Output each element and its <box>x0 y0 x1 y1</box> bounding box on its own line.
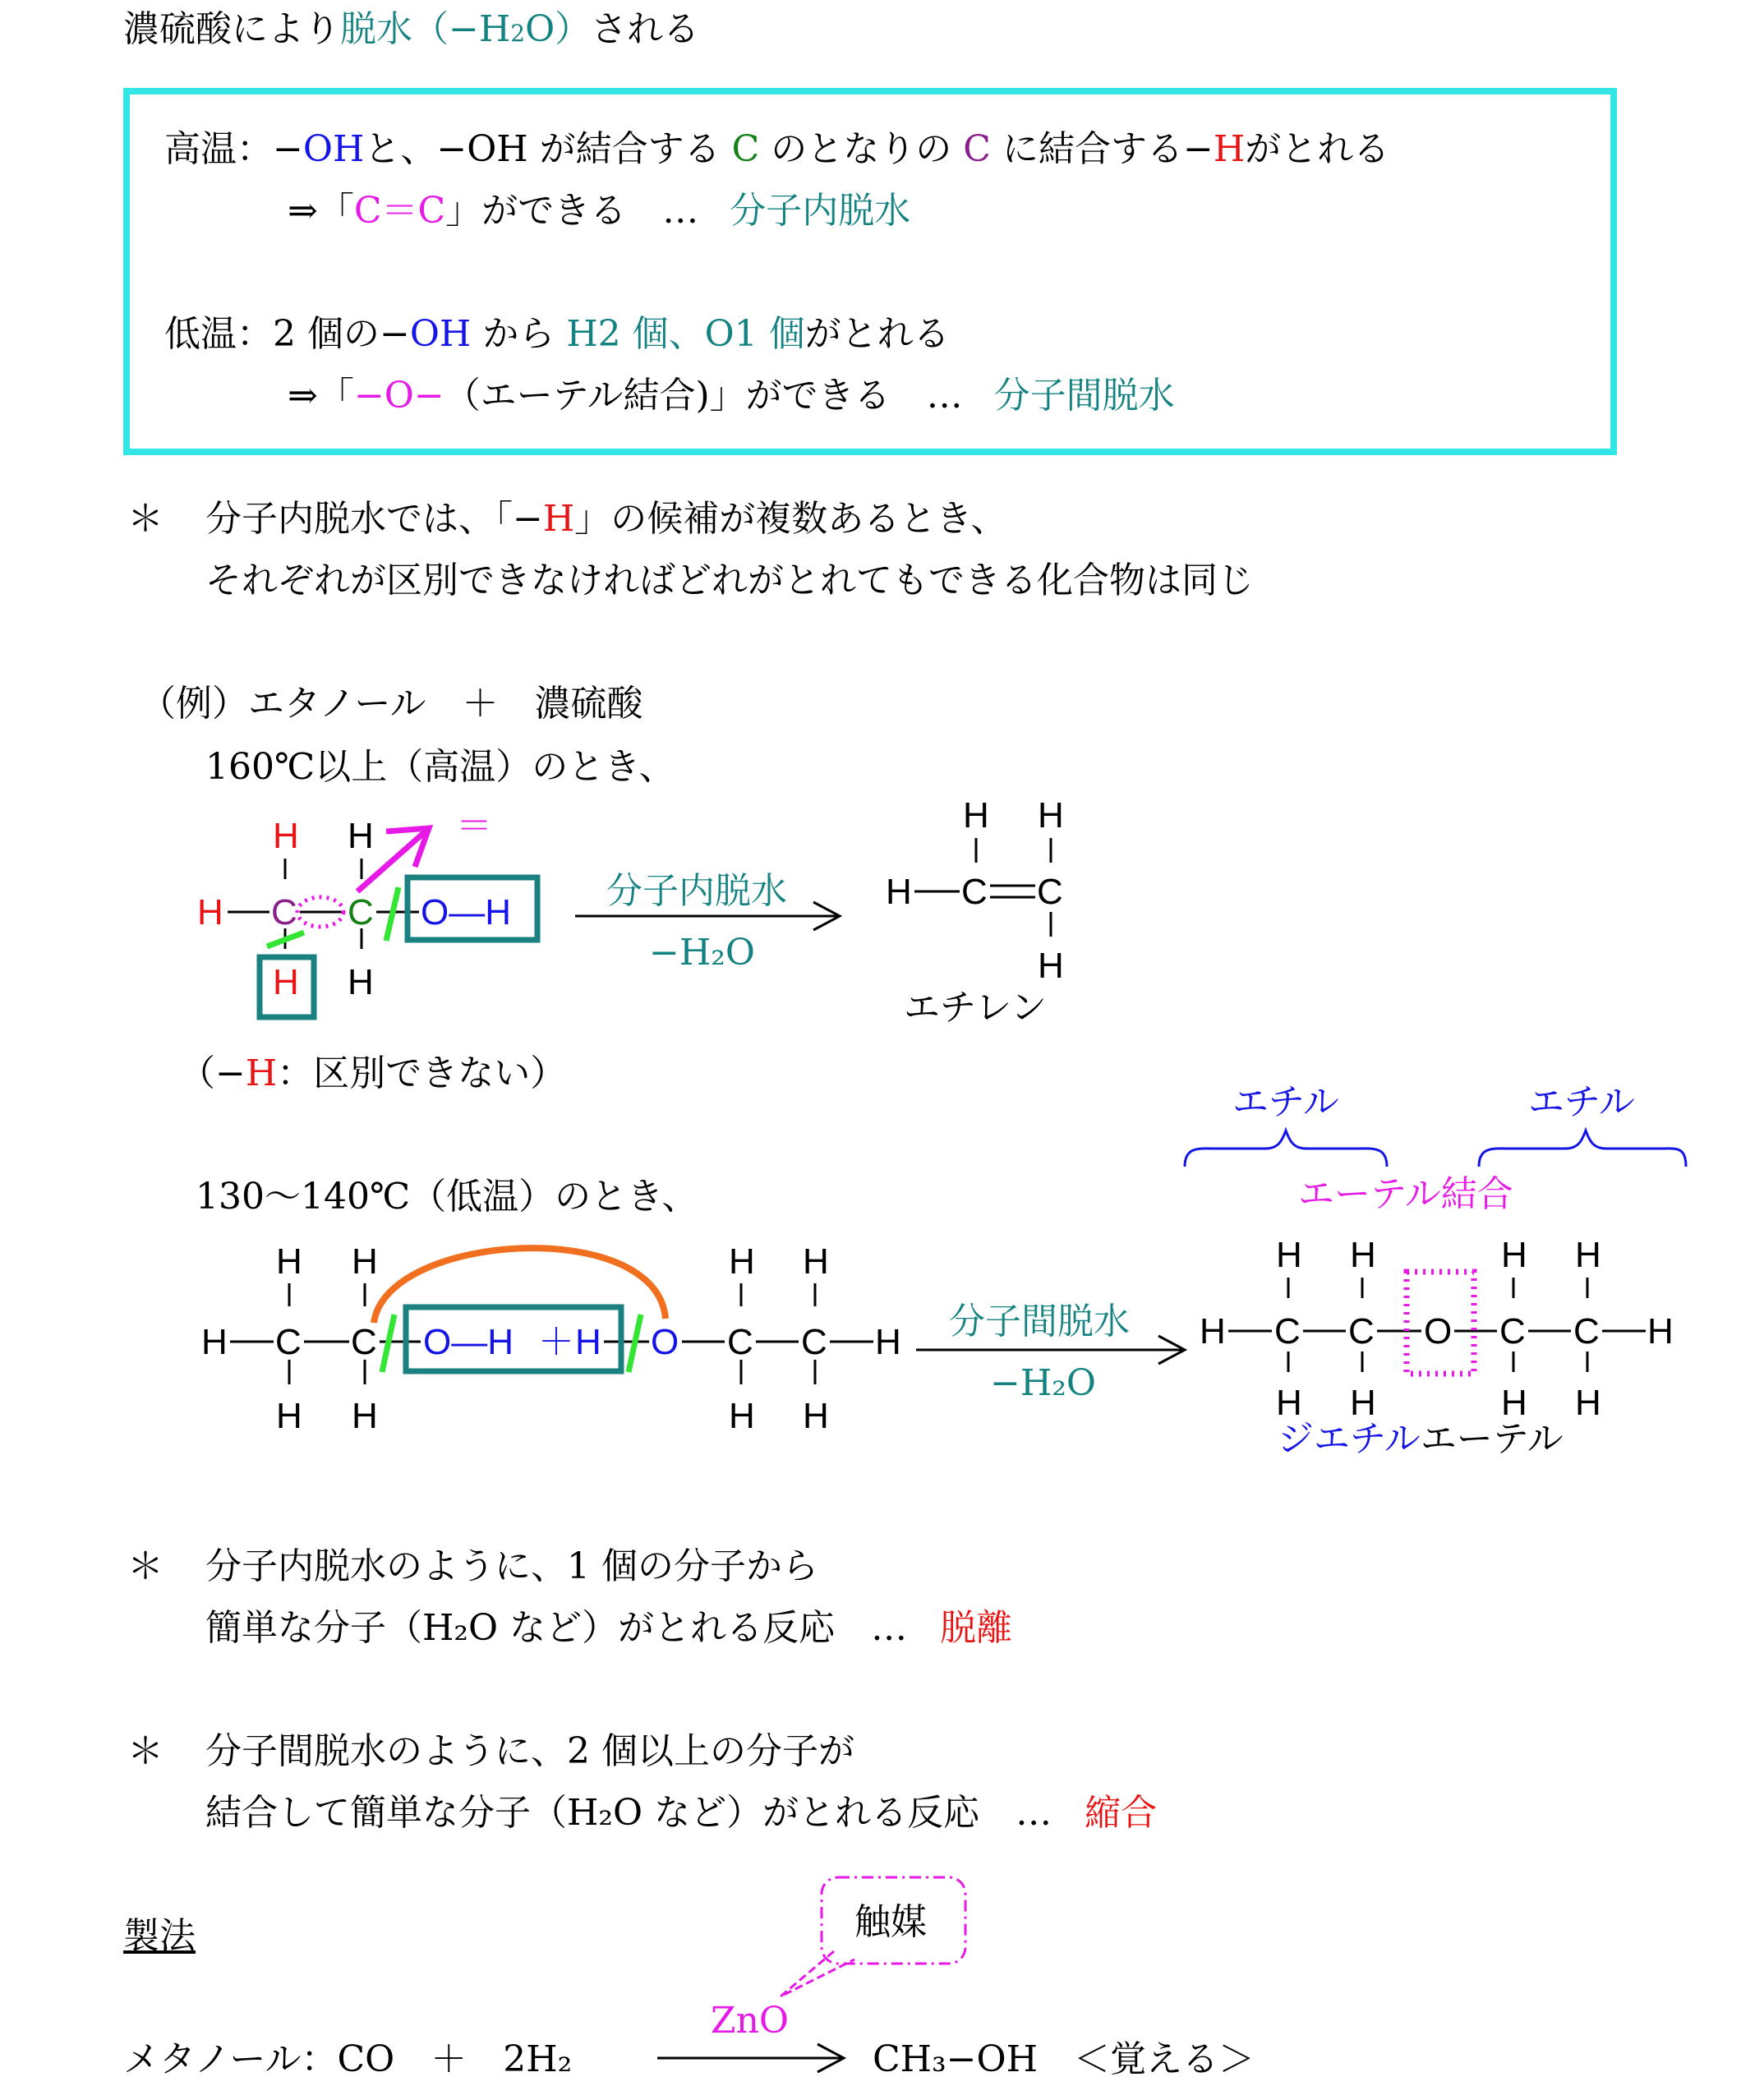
r2-atom: C <box>275 1322 302 1362</box>
note1-line2: それぞれが区別できなければどれがとれてもできる化合物は同じ <box>205 559 1254 601</box>
arrow2-label-bottom: −H₂O <box>990 1362 1096 1404</box>
r2-atom: H <box>729 1241 755 1282</box>
eth-h2: H <box>1038 795 1064 836</box>
intro-prefix: 濃硫酸により <box>123 8 340 50</box>
diethyl-part: ジエチル <box>1278 1418 1421 1460</box>
high-h: H <box>1213 128 1246 170</box>
r2-o: O <box>651 1322 679 1362</box>
note2-line2 <box>205 1607 1013 1649</box>
arrow1-label-top: 分子内脱水 <box>606 870 787 912</box>
note1-b: 」の候補が複数あるとき、 <box>574 498 1007 540</box>
p-atom: H <box>1350 1235 1376 1275</box>
note1-a: 分子内脱水では、「− <box>205 498 543 540</box>
r2-atom: C <box>727 1322 753 1362</box>
intro-sub: 2 <box>510 20 526 47</box>
ether-part: エーテル <box>1420 1418 1564 1460</box>
note3-line1: 分子間脱水のように、2 個以上の分子が <box>205 1730 854 1772</box>
low-result-arrow: ⇒「 <box>288 375 354 417</box>
low-m2: がとれる <box>804 313 950 355</box>
r1-cut-mark <box>386 887 398 941</box>
p-atom: O <box>1424 1311 1453 1352</box>
p-atom: H <box>1350 1383 1376 1423</box>
high-label: 高温： <box>164 128 273 170</box>
r2-plus: ＋ <box>538 1321 574 1363</box>
high-c1: C <box>731 128 760 170</box>
note-paren: （− <box>179 1052 246 1094</box>
r1-h-top-right: H <box>348 816 374 856</box>
r1-c2: C <box>348 892 374 932</box>
r1-h-bottom-left: H <box>273 962 299 1002</box>
r2-cut-mark <box>382 1315 394 1372</box>
p-atom: H <box>1647 1311 1674 1352</box>
note1-star: ＊ <box>127 498 164 540</box>
high-result-arrow: ⇒「 <box>288 190 354 232</box>
p-atom: H <box>1501 1383 1527 1423</box>
note-h: H <box>245 1052 278 1094</box>
p-atom: H <box>1200 1311 1226 1352</box>
diethyl-ether-label <box>1278 1418 1564 1460</box>
r2-atom: H <box>803 1396 829 1436</box>
r2-cut-mark <box>629 1315 641 1372</box>
example-title: （例）エタノール ＋ 濃硫酸 <box>140 683 643 725</box>
note2-star: ＊ <box>127 1545 164 1587</box>
r2-atom: H <box>276 1241 302 1282</box>
r2-oh: O—H <box>423 1322 514 1362</box>
note3-line2 <box>205 1792 1158 1834</box>
r1-c1: C <box>271 892 297 932</box>
high-result-close: 」ができる … <box>445 190 699 232</box>
low-label: 低温：2 個の− <box>164 313 410 355</box>
note3-star: ＊ <box>127 1730 164 1772</box>
r1-oh: O—H <box>421 892 511 932</box>
r2-atom: H <box>276 1396 302 1436</box>
low-oh: OH <box>409 313 472 355</box>
r2-atom: C <box>351 1322 377 1362</box>
r1-h-left: H <box>197 892 223 932</box>
r2-atom: H <box>201 1322 228 1362</box>
low-h2: H2 個、O1 個 <box>566 313 805 355</box>
low-result-name: 分子間脱水 <box>993 375 1175 417</box>
high-m5: がとれる <box>1245 128 1390 170</box>
p-atom: H <box>1276 1383 1302 1423</box>
p-atom: H <box>1575 1235 1601 1275</box>
p-atom: H <box>1276 1235 1302 1275</box>
ethyl-label-right: エチル <box>1528 1081 1635 1123</box>
intro-suffix: される <box>591 8 700 50</box>
arrow2-label-top: 分子間脱水 <box>949 1301 1130 1342</box>
r2-atom: H <box>875 1322 901 1362</box>
cond-high: 160℃以上（高温）のとき、 <box>205 746 675 788</box>
high-oh: OH <box>302 128 365 170</box>
intro-dehydration: 脱水（−H <box>340 8 511 50</box>
high-c2: C <box>963 128 991 170</box>
r2-atom: C <box>801 1322 827 1362</box>
high-m4: に結合する− <box>1002 128 1214 170</box>
ethyl-brace-right <box>1479 1130 1686 1167</box>
low-result-close: （エーテル結合)」ができる … <box>444 375 963 417</box>
indistinguishable-note <box>179 1052 567 1094</box>
note3-term: 縮合 <box>1085 1792 1158 1834</box>
p-atom: C <box>1573 1311 1600 1352</box>
high-result-name: 分子内脱水 <box>730 190 911 232</box>
p-atom: C <box>1499 1311 1526 1352</box>
note-rest: ：区別できない） <box>277 1052 567 1094</box>
eth-h1: H <box>963 795 989 836</box>
high-m3: のとなりの <box>771 128 952 170</box>
r1-h-top-left: H <box>273 816 299 856</box>
p-atom: C <box>1348 1311 1375 1352</box>
eth-h-left: H <box>886 872 912 912</box>
zno-label: ZnO <box>711 2000 789 2042</box>
r2-atom: H <box>352 1241 378 1282</box>
r1-h-bottom-right: H <box>348 962 374 1002</box>
r1-eq-sign: ＝ <box>456 805 492 847</box>
note1-h: H <box>542 498 575 540</box>
note2-line1: 分子内脱水のように、1 個の分子から <box>205 1545 818 1587</box>
arrow1-label-bottom: −H₂O <box>649 932 755 974</box>
low-m1: から <box>482 313 555 355</box>
production-title: 製法 <box>123 1915 196 1957</box>
ethylene-label: エチレン <box>904 987 1048 1029</box>
p-atom: H <box>1575 1383 1601 1423</box>
cond-low: 130〜140℃（低温）のとき、 <box>196 1176 698 1218</box>
note2-text: 簡単な分子（H₂O など）がとれる反応 … <box>205 1607 908 1649</box>
eth-c2: C <box>1037 872 1063 912</box>
ethyl-label-left: エチル <box>1232 1081 1339 1123</box>
callout-pointer <box>781 1951 854 1996</box>
r2-atom: H <box>803 1241 829 1282</box>
ethyl-brace-left <box>1185 1130 1387 1167</box>
intro-o: O） <box>525 8 592 50</box>
production-lhs: メタノール：CO ＋ 2H₂ <box>123 2038 573 2080</box>
high-m1: − <box>273 128 303 170</box>
high-m2: と、−OH が結合する <box>364 128 721 170</box>
r2-h: H <box>575 1322 601 1362</box>
ether-bond-label: エーテル結合 <box>1298 1173 1513 1215</box>
r2-atom: H <box>729 1396 755 1436</box>
note2-term: 脱離 <box>940 1607 1013 1649</box>
production-rhs: CH₃−OH ＜覚える＞ <box>873 2038 1255 2080</box>
r2-atom: H <box>352 1396 378 1436</box>
p-atom: H <box>1501 1235 1527 1275</box>
catalyst-label: 触媒 <box>854 1901 927 1943</box>
eth-c1: C <box>961 872 988 912</box>
high-result-cc: C＝C <box>353 190 446 232</box>
eth-h3: H <box>1038 946 1064 986</box>
note3-text: 結合して簡単な分子（H₂O など）がとれる反応 … <box>205 1792 1052 1834</box>
low-result-o: −O− <box>353 375 444 417</box>
p-atom: C <box>1274 1311 1301 1352</box>
